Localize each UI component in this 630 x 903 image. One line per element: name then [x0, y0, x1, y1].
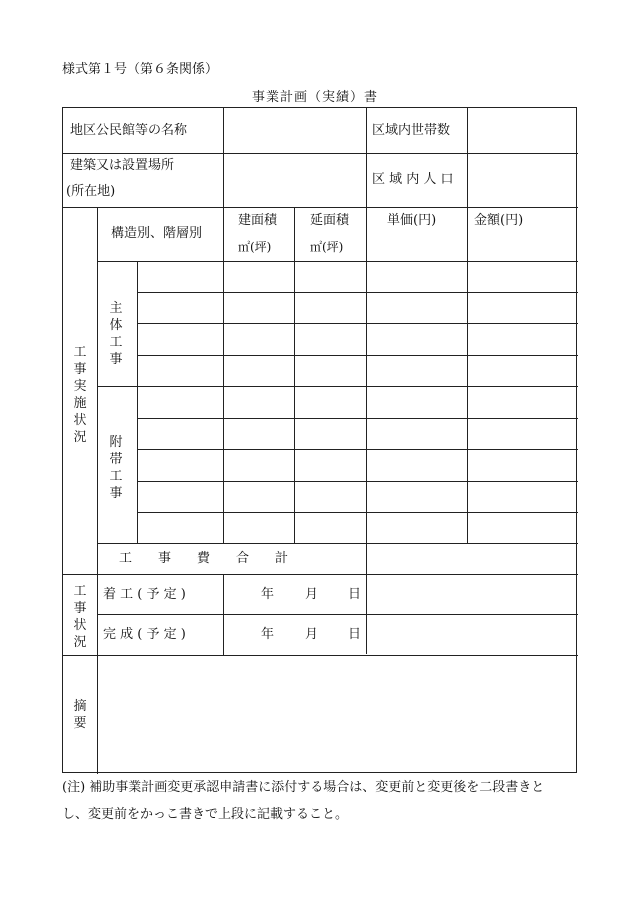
total-cost-label: 工 事 費 合 計: [119, 551, 289, 566]
households-label: 区域内世帯数: [372, 123, 451, 138]
finish-day: 日: [348, 627, 362, 642]
start-month: 月: [305, 587, 319, 602]
footnote-line-2: し、変更前をかっこ書きで上段に記載すること。: [62, 807, 349, 822]
start-label: 着 工 ( 予 定 ): [103, 587, 186, 602]
start-year: 年: [261, 587, 275, 602]
structure-header: 構造別、階層別: [111, 226, 203, 241]
facility-name-label: 地区公民館等の名称: [70, 123, 188, 138]
plan-form-table: [62, 107, 577, 773]
building-area-header: 建面積: [238, 213, 278, 228]
population-label: 区 域 内 人 口: [372, 172, 454, 187]
footnote-line-1: (注) 補助事業計画変更承認申請書に添付する場合は、変更前と変更後を二段書きと: [62, 780, 545, 795]
amount-header: 金額(円): [474, 213, 524, 228]
building-area-unit: ㎡(坪): [238, 240, 272, 254]
construction-status-label: 工事実施状況: [73, 345, 87, 445]
form-number: 様式第１号（第６条関係）: [62, 62, 219, 77]
address-label: (所在地): [66, 184, 116, 199]
floor-area-unit: ㎡(坪): [310, 240, 344, 254]
main-work-label: 主体工事: [109, 301, 123, 367]
location-label: 建築又は設置場所: [70, 158, 175, 173]
unit-price-header: 単価(円): [387, 213, 437, 228]
remarks-label: 摘要: [73, 699, 87, 731]
work-status-label: 工事状況: [73, 584, 87, 650]
attached-work-label: 附帯工事: [109, 435, 123, 501]
finish-month: 月: [305, 627, 319, 642]
finish-label: 完 成 ( 予 定 ): [103, 627, 186, 642]
finish-year: 年: [261, 627, 275, 642]
start-day: 日: [348, 587, 362, 602]
floor-area-header: 延面積: [310, 213, 350, 228]
document-title: 事業計画（実績）書: [251, 90, 378, 105]
